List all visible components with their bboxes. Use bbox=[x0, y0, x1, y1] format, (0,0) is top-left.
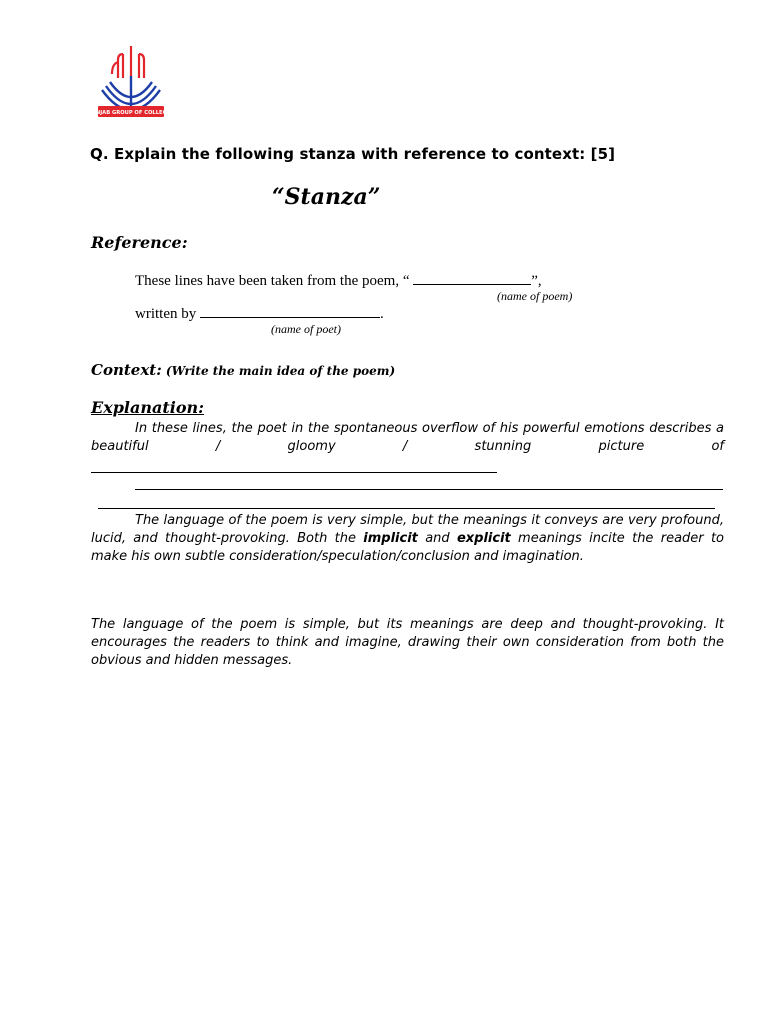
answer-line-1[interactable] bbox=[91, 472, 497, 473]
context-heading-row bbox=[91, 360, 395, 379]
reference-line1-prefix: These lines have been taken from the poem, “ bbox=[135, 273, 414, 289]
reference-line-poet bbox=[135, 304, 384, 323]
logo-band-text: PUNJAB GROUP OF COLLEGES bbox=[87, 110, 175, 116]
explanation-p1-text: In these lines, the poet in the spontaneous overflow of his powerful emotions describes a beautiful / gloomy / stunning picture of bbox=[91, 421, 724, 454]
reference-heading: Reference: bbox=[91, 233, 188, 252]
implicit-word: implicit bbox=[363, 531, 418, 546]
context-subtitle: (Write the main idea of the poem) bbox=[161, 364, 396, 378]
reference-line1-suffix: ”, bbox=[531, 273, 542, 289]
explanation-paragraph-1 bbox=[91, 420, 724, 456]
stanza-title: “Stanza” bbox=[272, 184, 381, 210]
context-heading: Context: bbox=[91, 361, 162, 379]
explanation-paragraph-2 bbox=[91, 512, 724, 566]
reference-line-poem bbox=[135, 271, 542, 290]
college-logo bbox=[87, 42, 175, 128]
question-text: Q. Explain the following stanza with reference to context: [5] bbox=[90, 145, 616, 163]
explanation-paragraph-3: The language of the poem is simple, but its meanings are deep and thought-provoking. It encourages the readers to think and imagine, drawing their own consideration from both the obvious and hidden messages. bbox=[91, 617, 724, 668]
explanation-p2-after: meanings incite the reader to make his own subtle consideration/speculation/conclusion and imagination. bbox=[91, 531, 724, 564]
reference-line2-prefix: written by bbox=[135, 306, 200, 322]
poem-name-blank[interactable] bbox=[413, 271, 531, 285]
explanation-heading: Explanation: bbox=[91, 398, 205, 417]
answer-line-2[interactable] bbox=[135, 489, 723, 490]
poet-name-blank[interactable] bbox=[200, 304, 380, 318]
answer-line-3[interactable] bbox=[98, 508, 715, 509]
reference-line2-suffix: . bbox=[380, 306, 384, 322]
explanation-p2-before: The language of the poem is very simple, but the meanings it conveys are very profound, lucid, and thought-provoking. Both the bbox=[91, 513, 724, 546]
poet-name-caption: (name of poet) bbox=[271, 322, 341, 336]
explanation-p2-and: and bbox=[417, 531, 457, 546]
explicit-word: explicit bbox=[456, 531, 511, 546]
poem-name-caption: (name of poem) bbox=[497, 289, 573, 303]
